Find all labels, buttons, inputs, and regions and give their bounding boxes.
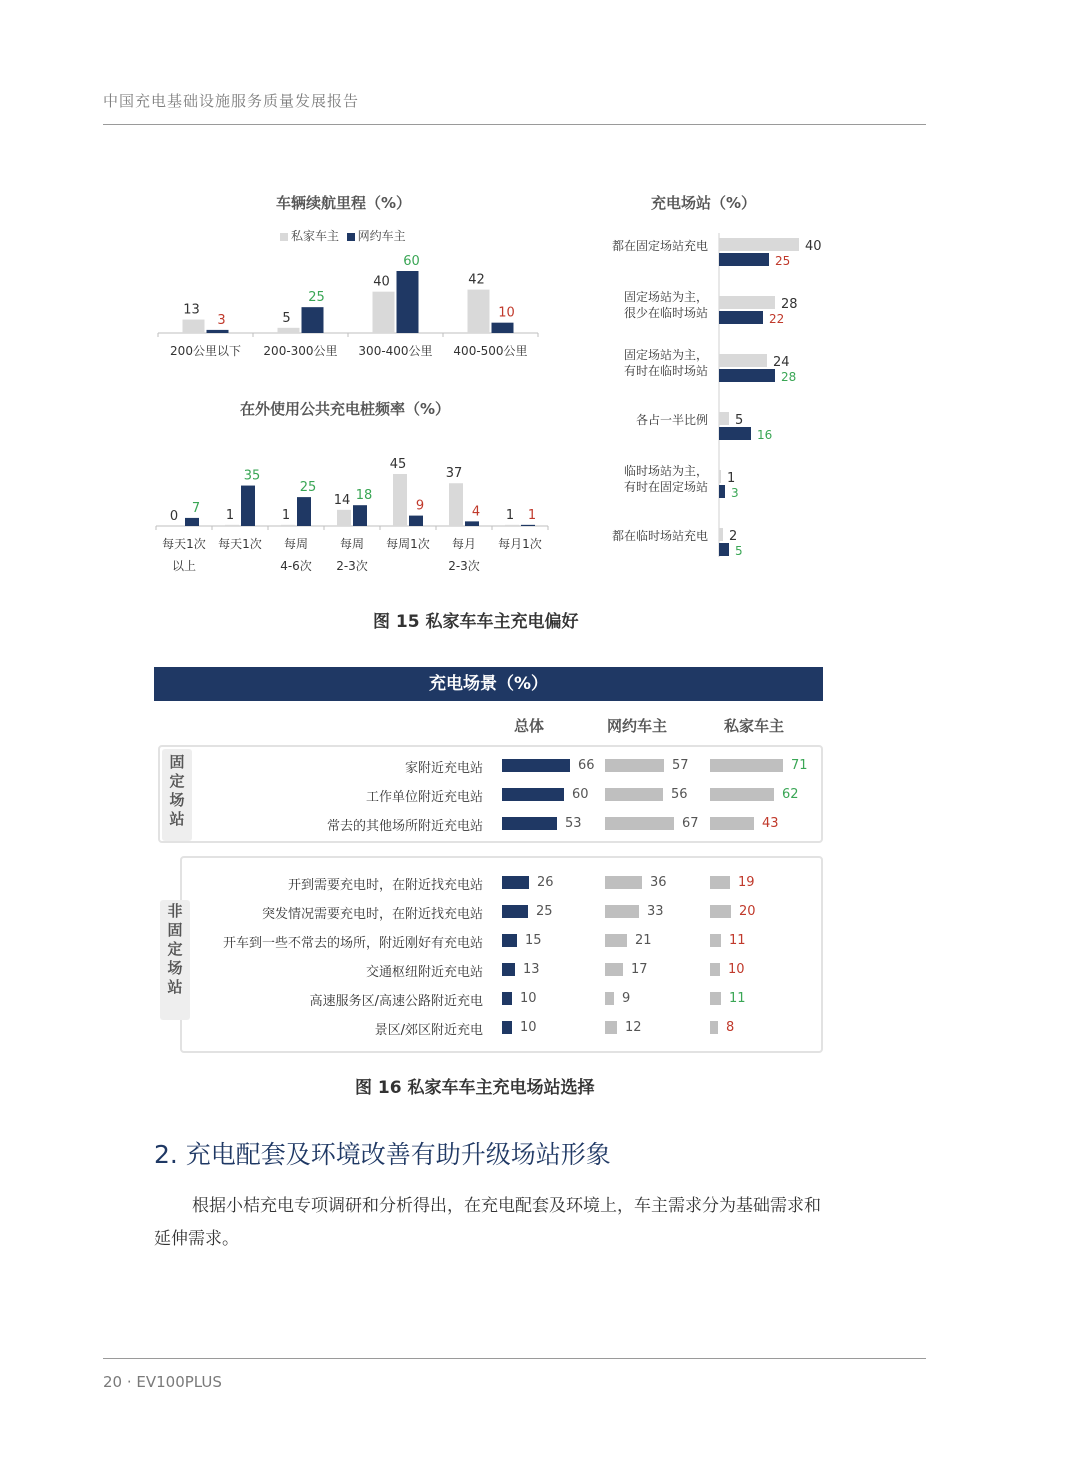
ride-hailing-bar [207,330,229,333]
nonfixed-station-group-label: 非 固 定 场 站 [160,900,190,1020]
legend-ride-label: 网约车主 [357,229,406,243]
category-label: 每天1次 [162,537,206,551]
ride-hailing-bar [605,963,623,976]
private-owner-value: 71 [791,758,808,773]
overall-bar [502,788,564,801]
ride-value-label: 25 [775,254,791,268]
private-owner-value: 20 [739,904,756,919]
category-label: 200公里以下 [170,344,241,358]
private-owner-bar [710,963,720,976]
ride-value-label: 3 [731,486,739,500]
private-owner-bar [225,525,239,526]
overall-value: 53 [565,816,582,831]
private-value-label: 5 [282,310,291,326]
category-label: 200-300公里 [263,344,338,358]
overall-bar [502,963,515,976]
scenario-row-label: 家附近充电站 [404,761,483,776]
ride-hailing-bar [605,788,663,801]
ride-hailing-bar [409,516,423,526]
private-owner-bar [505,525,519,526]
category-label: 400-500公里 [453,344,528,358]
figure-15-caption: 图 15 私家车车主充电偏好 [373,612,579,632]
ride-value-label: 28 [781,370,797,384]
ride-hailing-value: 36 [650,875,667,890]
section-heading: 2. 充电配套及环境改善有助升级场站形象 [154,1140,611,1169]
category-label: 固定场站为主， [623,290,708,304]
private-owner-bar [449,483,463,526]
ride-value-label: 9 [415,498,425,514]
category-label: 各占一半比例 [635,413,708,427]
ride-hailing-bar [605,905,639,918]
private-owner-bar [719,354,767,367]
private-owner-bar [183,320,205,333]
private-owner-bar [710,788,774,801]
footer-divider [103,1358,926,1359]
ride-hailing-value: 17 [631,962,648,977]
legend-ride-swatch [347,233,355,241]
private-value-label: 2 [729,529,738,544]
ride-hailing-bar [185,518,199,526]
scenario-row-label: 工作单位附近充电站 [365,790,483,805]
ride-hailing-value: 21 [635,933,652,948]
frequency-chart-title: 在外使用公共充电桩频率（%） [240,400,451,418]
figure-16-caption: 图 16 私家车车主充电场站选择 [355,1078,595,1098]
private-owner-bar [719,528,723,541]
ride-hailing-bar [241,486,255,526]
scenario-row-label: 常去的其他场所附近充电站 [326,819,483,834]
private-owner-value: 62 [782,787,799,802]
overall-value: 10 [520,1020,537,1035]
category-label: 2-3次 [448,559,480,573]
ride-value-label: 3 [217,312,226,328]
station-chart-title: 充电场站（%） [651,194,757,212]
private-value-label: 28 [781,297,798,312]
overall-value: 10 [520,991,537,1006]
ride-hailing-bar [397,271,419,333]
overall-bar [502,992,512,1005]
ride-value-label: 7 [191,500,201,516]
ride-hailing-bar [719,485,725,498]
ride-hailing-bar [605,817,674,830]
category-label: 每月 [451,537,477,551]
private-owner-value: 11 [729,991,746,1006]
private-owner-value: 10 [728,962,745,977]
category-label: 有时在固定场站 [623,480,708,494]
column-header-overall: 总体 [514,717,545,735]
category-label: 4-6次 [280,559,312,573]
ride-value-label: 4 [471,504,481,520]
category-label: 很少在临时场站 [623,306,708,320]
category-label: 每周 [339,537,365,551]
overall-bar [502,817,557,830]
category-label: 都在临时场站充电 [611,529,708,543]
category-label: 300-400公里 [358,344,433,358]
private-owner-bar [719,296,775,309]
ride-value-label: 18 [355,488,373,504]
private-owner-bar [719,412,729,425]
range-bar-chart [150,245,550,370]
frequency-bar-chart [150,440,560,585]
private-owner-bar [710,934,721,947]
ride-hailing-bar [302,307,324,333]
private-owner-bar [710,876,730,889]
station-bar-chart [590,225,840,565]
private-value-label: 1 [727,471,736,486]
ride-hailing-bar [605,934,627,947]
ride-hailing-value: 56 [671,787,688,802]
category-label: 每周 [283,537,309,551]
overall-bar [502,934,517,947]
private-value-label: 40 [373,274,390,290]
private-owner-bar [719,238,799,251]
private-value-label: 13 [183,302,200,318]
scenario-row-label: 交通枢纽附近充电站 [365,965,483,980]
overall-value: 66 [578,758,595,773]
fixed-station-group-label: 固 定 场 站 [162,749,192,841]
ride-value-label: 1 [527,507,537,523]
private-owner-value: 43 [762,816,779,831]
private-owner-bar [710,759,783,772]
category-label: 有时在临时场站 [623,364,708,378]
private-value-label: 5 [735,413,744,428]
scenario-row-label: 景区/郊区附近充电 [374,1023,483,1038]
ride-value-label: 25 [299,480,317,496]
private-value-label: 1 [281,507,291,523]
ride-hailing-bar [521,525,535,526]
ride-hailing-bar [605,876,642,889]
ride-hailing-value: 67 [682,816,699,831]
private-owner-bar [337,510,351,526]
ride-hailing-value: 33 [647,904,664,919]
private-value-label: 37 [445,466,463,482]
private-owner-bar [710,817,754,830]
ride-hailing-bar [605,1021,617,1034]
private-value-label: 40 [805,239,822,254]
overall-bar [502,1021,512,1034]
overall-value: 13 [523,962,540,977]
column-header-private: 私家车主 [724,717,785,735]
ride-value-label: 35 [243,468,261,484]
category-label: 都在固定场站充电 [611,239,708,253]
private-value-label: 0 [169,509,179,524]
report-header-title: 中国充电基础设施服务质量发展报告 [103,92,360,110]
private-owner-bar [710,905,731,918]
ride-hailing-bar [605,759,664,772]
ride-hailing-bar [719,543,729,556]
category-label: 固定场站为主， [623,348,708,362]
overall-bar [502,759,570,772]
private-value-label: 1 [225,507,235,523]
footer-text: 20 · EV100PLUS [103,1373,222,1391]
private-owner-value: 11 [729,933,746,948]
range-chart-title: 车辆续航里程（%） [276,194,412,212]
private-value-label: 1 [505,507,515,523]
private-owner-bar [281,525,295,526]
ride-hailing-bar [719,311,763,324]
header-divider [103,124,926,125]
scenario-table-banner: 充电场景（%） [154,667,823,701]
ride-value-label: 25 [308,290,325,306]
overall-value: 15 [525,933,542,948]
ride-hailing-bar [605,992,614,1005]
category-label: 以上 [171,559,197,573]
column-header-ride: 网约车主 [607,717,668,735]
ride-hailing-bar [353,505,367,526]
category-label: 2-3次 [336,559,368,573]
category-label: 每天1次 [218,537,262,551]
private-owner-value: 19 [738,875,755,890]
private-owner-bar [468,290,490,333]
ride-value-label: 22 [769,312,785,326]
ride-hailing-bar [297,497,311,526]
ride-hailing-value: 57 [672,758,689,773]
ride-hailing-value: 12 [625,1020,642,1035]
overall-value: 25 [536,904,553,919]
ride-hailing-bar [719,369,775,382]
private-value-label: 14 [333,492,351,508]
private-owner-bar [373,292,395,333]
private-value-label: 24 [773,355,790,370]
ride-hailing-bar [719,427,751,440]
range-chart-legend [280,227,406,244]
category-label: 每月1次 [498,537,542,551]
private-owner-value: 8 [726,1020,735,1035]
ride-value-label: 60 [403,254,420,269]
overall-value: 26 [537,875,554,890]
private-value-label: 45 [389,457,407,472]
ride-value-label: 16 [757,428,773,442]
legend-private-label: 私家车主 [291,229,340,243]
scenario-row-label: 高速服务区/高速公路附近充电 [309,994,483,1009]
private-owner-bar [278,328,300,333]
private-owner-bar [710,1021,718,1034]
ride-value-label: 5 [735,544,743,558]
overall-bar [502,876,529,889]
ride-hailing-value: 9 [622,991,631,1006]
overall-bar [502,905,528,918]
ride-hailing-bar [719,253,769,266]
section-paragraph: 根据小桔充电专项调研和分析得出，在充电配套及环境上，车主需求分为基础需求和延伸需求。 [154,1196,821,1249]
category-label: 每周1次 [386,537,430,551]
ride-value-label: 10 [498,305,515,321]
legend-private-swatch [280,233,288,241]
ride-hailing-bar [465,521,479,526]
scenario-row-label: 开车到一些不常去的场所，附近刚好有充电站 [222,936,483,951]
private-owner-bar [719,470,721,483]
private-owner-bar [393,474,407,526]
scenario-row-label: 开到需要充电时，在附近找充电站 [287,878,483,893]
ride-hailing-bar [492,323,514,333]
private-value-label: 42 [468,272,485,288]
category-label: 临时场站为主， [623,464,708,478]
overall-value: 60 [572,787,589,802]
scenario-row-label: 突发情况需要充电时，在附近找充电站 [261,907,483,922]
private-owner-bar [710,992,721,1005]
